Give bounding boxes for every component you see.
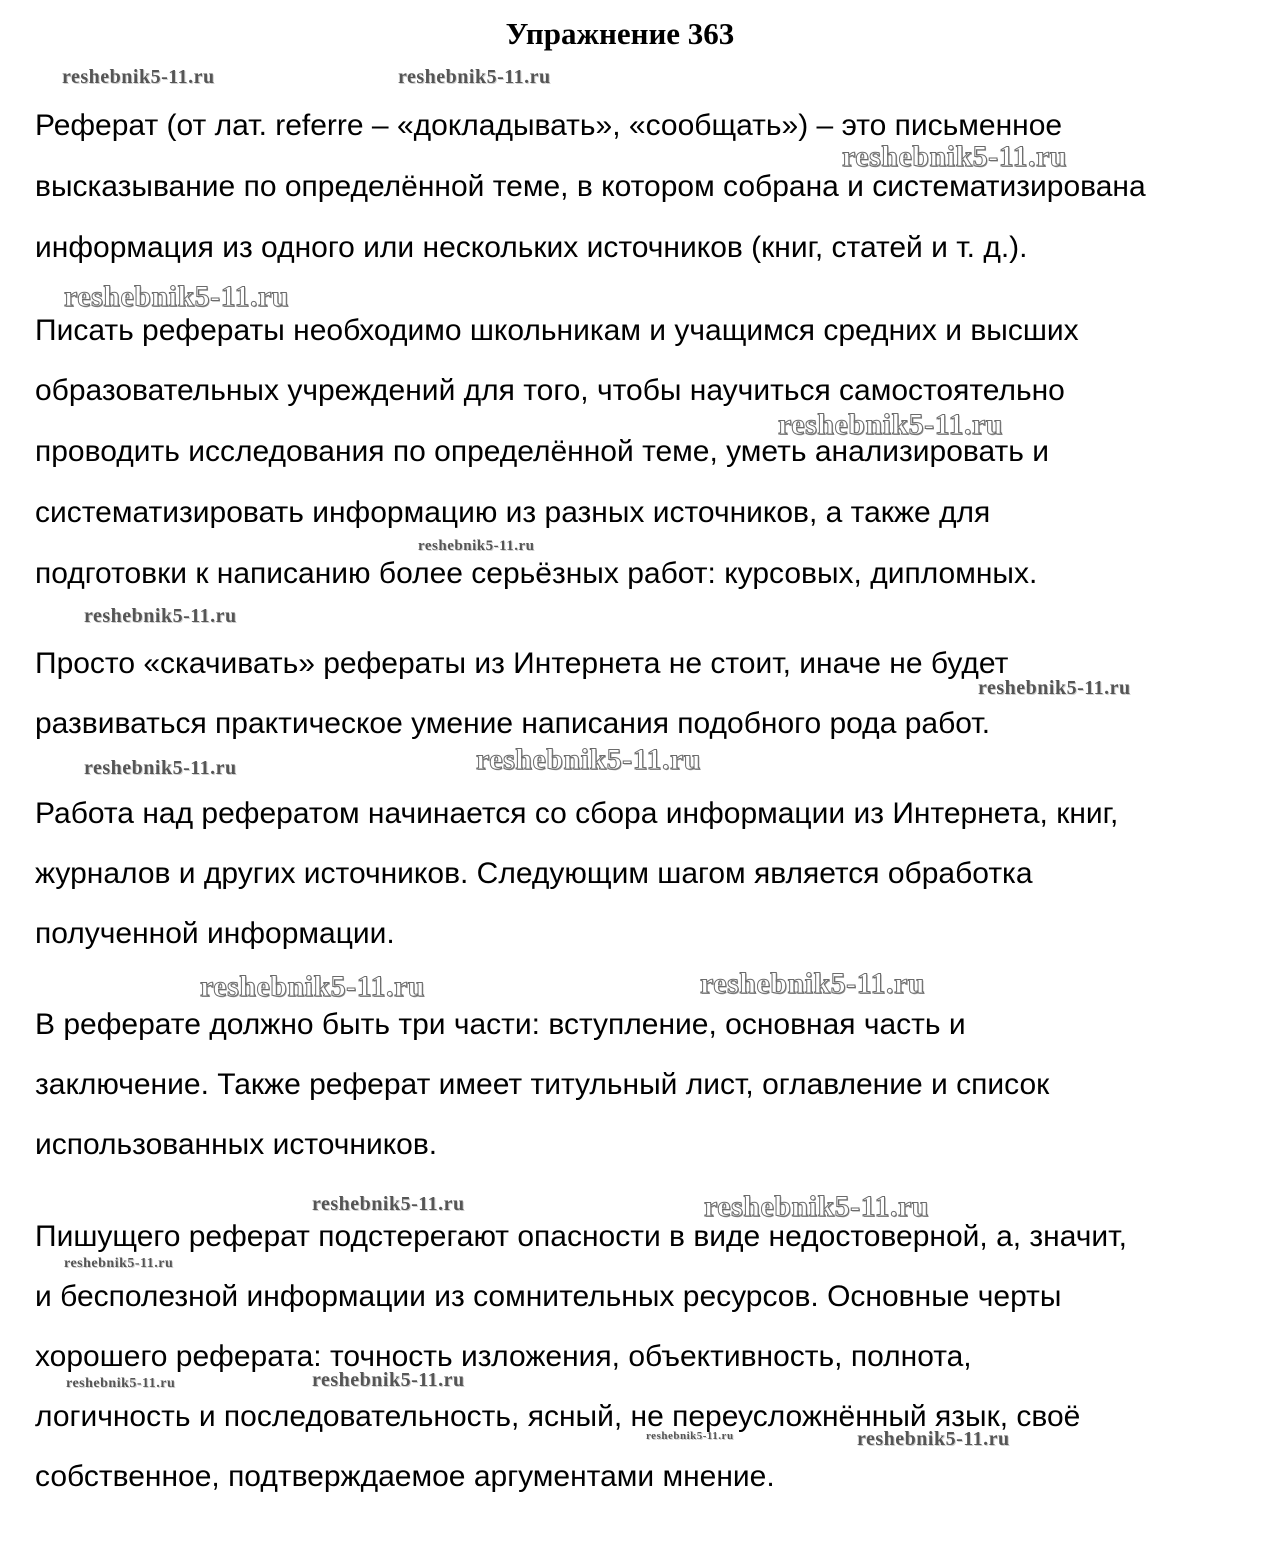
text-line: проводить исследования по определённой теме, уметь анализировать и — [35, 435, 1049, 468]
text-line: Работа над рефератом начинается со сбора информации из Интернета, книг, — [35, 797, 1119, 830]
text-line: подготовки к написанию более серьёзных работ: курсовых, дипломных. — [35, 557, 1038, 590]
text-line: полученной информации. — [35, 917, 395, 950]
watermark: reshebnik5-11.ru — [64, 1256, 174, 1271]
watermark: reshebnik5-11.ru — [418, 538, 535, 554]
watermark: reshebnik5-11.ru — [476, 743, 701, 776]
text-line: Реферат (от лат. referre – «докладывать», «сообщать») – это письменное — [35, 109, 1063, 142]
page-title: Упражнение 363 — [505, 16, 735, 51]
text-line: систематизировать информацию из разных источников, а также для — [35, 496, 991, 529]
text-line: логичность и последовательность, ясный, не переусложнённый язык, своё — [35, 1400, 1081, 1433]
watermark: reshebnik5-11.ru — [978, 677, 1131, 699]
text-line: информация из одного или нескольких источников (книг, статей и т. д.). — [35, 231, 1028, 264]
watermark: reshebnik5-11.ru — [64, 280, 289, 313]
text-line: образовательных учреждений для того, чтобы научиться самостоятельно — [35, 374, 1065, 407]
text-line: высказывание по определённой теме, в котором собрана и систематизирована — [35, 170, 1146, 203]
text-line: хорошего реферата: точность изложения, объективность, полнота, — [35, 1340, 972, 1373]
watermark: reshebnik5-11.ru — [62, 66, 215, 88]
text-line: использованных источников. — [35, 1128, 438, 1161]
watermark: reshebnik5-11.ru — [646, 1430, 734, 1442]
watermark: reshebnik5-11.ru — [842, 140, 1067, 173]
watermark: reshebnik5-11.ru — [84, 605, 237, 627]
watermark: reshebnik5-11.ru — [66, 1376, 176, 1391]
watermark: reshebnik5-11.ru — [700, 967, 925, 1000]
text-line: Писать рефераты необходимо школьникам и учащимся средних и высших — [35, 314, 1079, 347]
watermark: reshebnik5-11.ru — [312, 1369, 465, 1391]
text-line: журналов и других источников. Следующим шагом является обработка — [35, 857, 1033, 890]
text-line: Пишущего реферат подстерегают опасности в виде недостоверной, а, значит, — [35, 1220, 1127, 1253]
watermark: reshebnik5-11.ru — [200, 970, 425, 1003]
watermark: reshebnik5-11.ru — [312, 1193, 465, 1215]
watermark: reshebnik5-11.ru — [704, 1190, 929, 1223]
watermark: reshebnik5-11.ru — [778, 408, 1003, 441]
watermark: reshebnik5-11.ru — [857, 1428, 1010, 1450]
text-line: Просто «скачивать» рефераты из Интернета не стоит, иначе не будет — [35, 647, 1009, 680]
text-line: развиваться практическое умение написания подобного рода работ. — [35, 707, 991, 740]
text-line: заключение. Также реферат имеет титульный лист, оглавление и список — [35, 1068, 1050, 1101]
text-line: В реферате должно быть три части: вступление, основная часть и — [35, 1008, 966, 1041]
watermark: reshebnik5-11.ru — [84, 757, 237, 779]
text-line: и бесполезной информации из сомнительных ресурсов. Основные черты — [35, 1280, 1062, 1313]
watermark: reshebnik5-11.ru — [398, 66, 551, 88]
text-line: собственное, подтверждаемое аргументами мнение. — [35, 1460, 775, 1493]
